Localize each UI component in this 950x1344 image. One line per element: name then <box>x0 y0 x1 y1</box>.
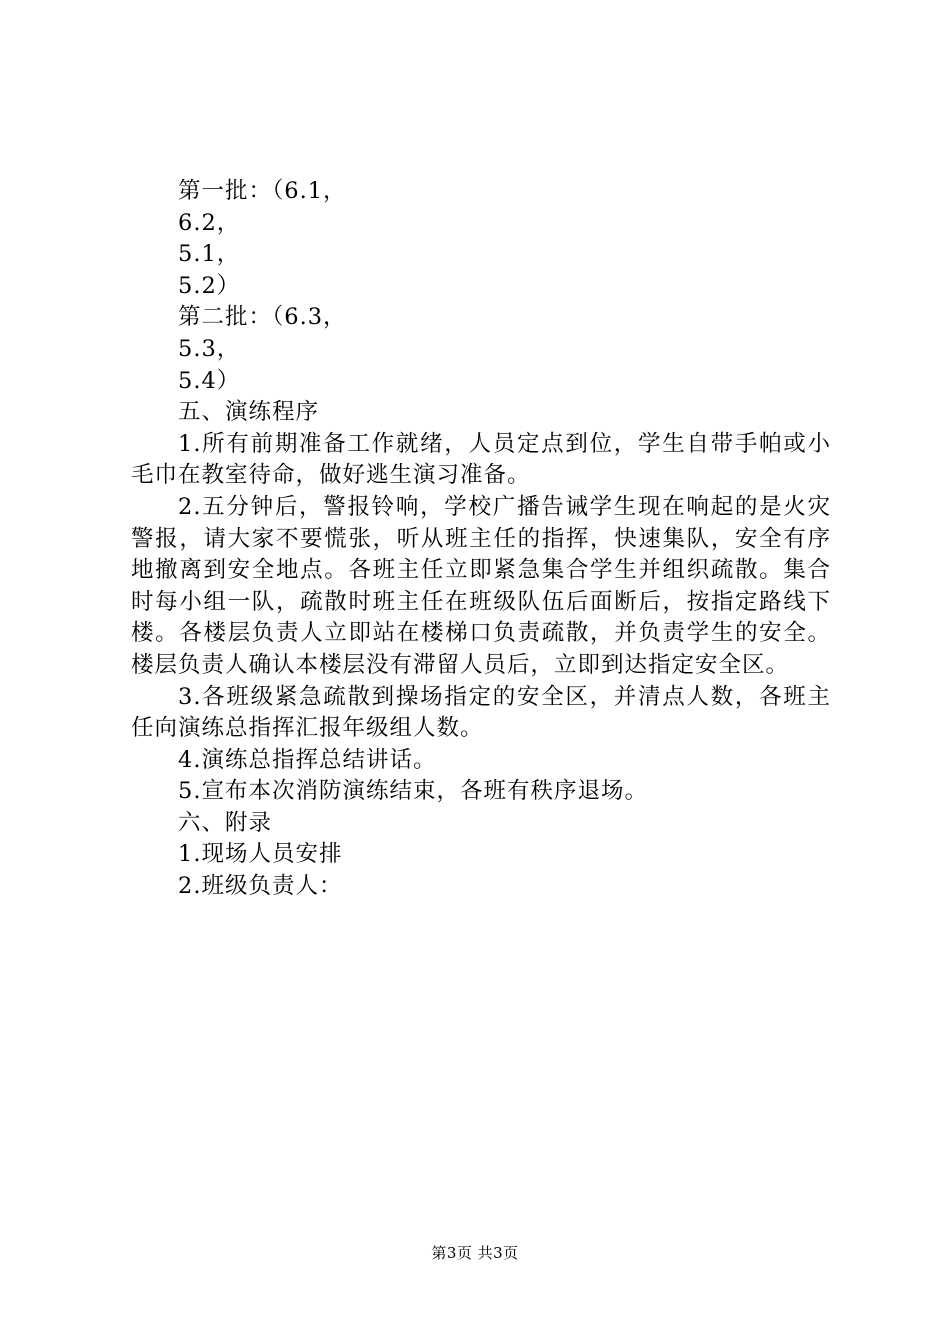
appendix-item-1: 1.现场人员安排 <box>178 841 343 868</box>
batch-two-line-1: 第二批：（6.3， <box>178 304 347 331</box>
document-body <box>131 176 831 903</box>
section-heading-drill-procedure: 五、演练程序 <box>178 399 320 426</box>
batch-one-line-4: 5.2） <box>178 272 241 299</box>
procedure-step-4: 4.演练总指挥总结讲话。 <box>178 746 437 773</box>
procedure-step-1: 1.所有前期准备工作就绪，人员定点到位，学生自带手帕或小毛巾在教室待命，做好逃生演习准备。 <box>131 430 831 489</box>
batch-one-line-3: 5.1， <box>178 241 241 268</box>
appendix-item-2: 2.班级负责人： <box>178 873 343 900</box>
procedure-step-5: 5.宣布本次消防演练结束，各班有秩序退场。 <box>178 778 648 805</box>
batch-one-line-1: 第一批：（6.1， <box>178 178 347 204</box>
page-footer: 第3页 共3页 <box>431 1244 519 1262</box>
batch-two-line-3: 5.4） <box>178 367 241 394</box>
batch-two-line-2: 5.3， <box>178 335 241 362</box>
section-heading-appendix: 六、附录 <box>178 809 273 836</box>
procedure-step-3: 3.各班级紧急疏散到操场指定的安全区，并清点人数，各班主任向演练总指挥汇报年级组人数。 <box>131 683 831 742</box>
batch-one-line-2: 6.2， <box>178 209 241 236</box>
procedure-step-2: 2.五分钟后，警报铃响，学校广播告诫学生现在响起的是火灾警报，请大家不要慌张，听从班主任的指挥，快速集队，安全有序地撤离到安全地点。各班主任立即紧急集合学生并组织疏散。集合时每小组一队，疏散时班主任在班级队伍后面断后，按指定路线下楼。各楼层负责人立即站在楼梯口负责疏散，并负责学生的安全。楼层负责人确认本楼层没有滞留人员后，立即到达指定安全区。 <box>131 493 831 678</box>
